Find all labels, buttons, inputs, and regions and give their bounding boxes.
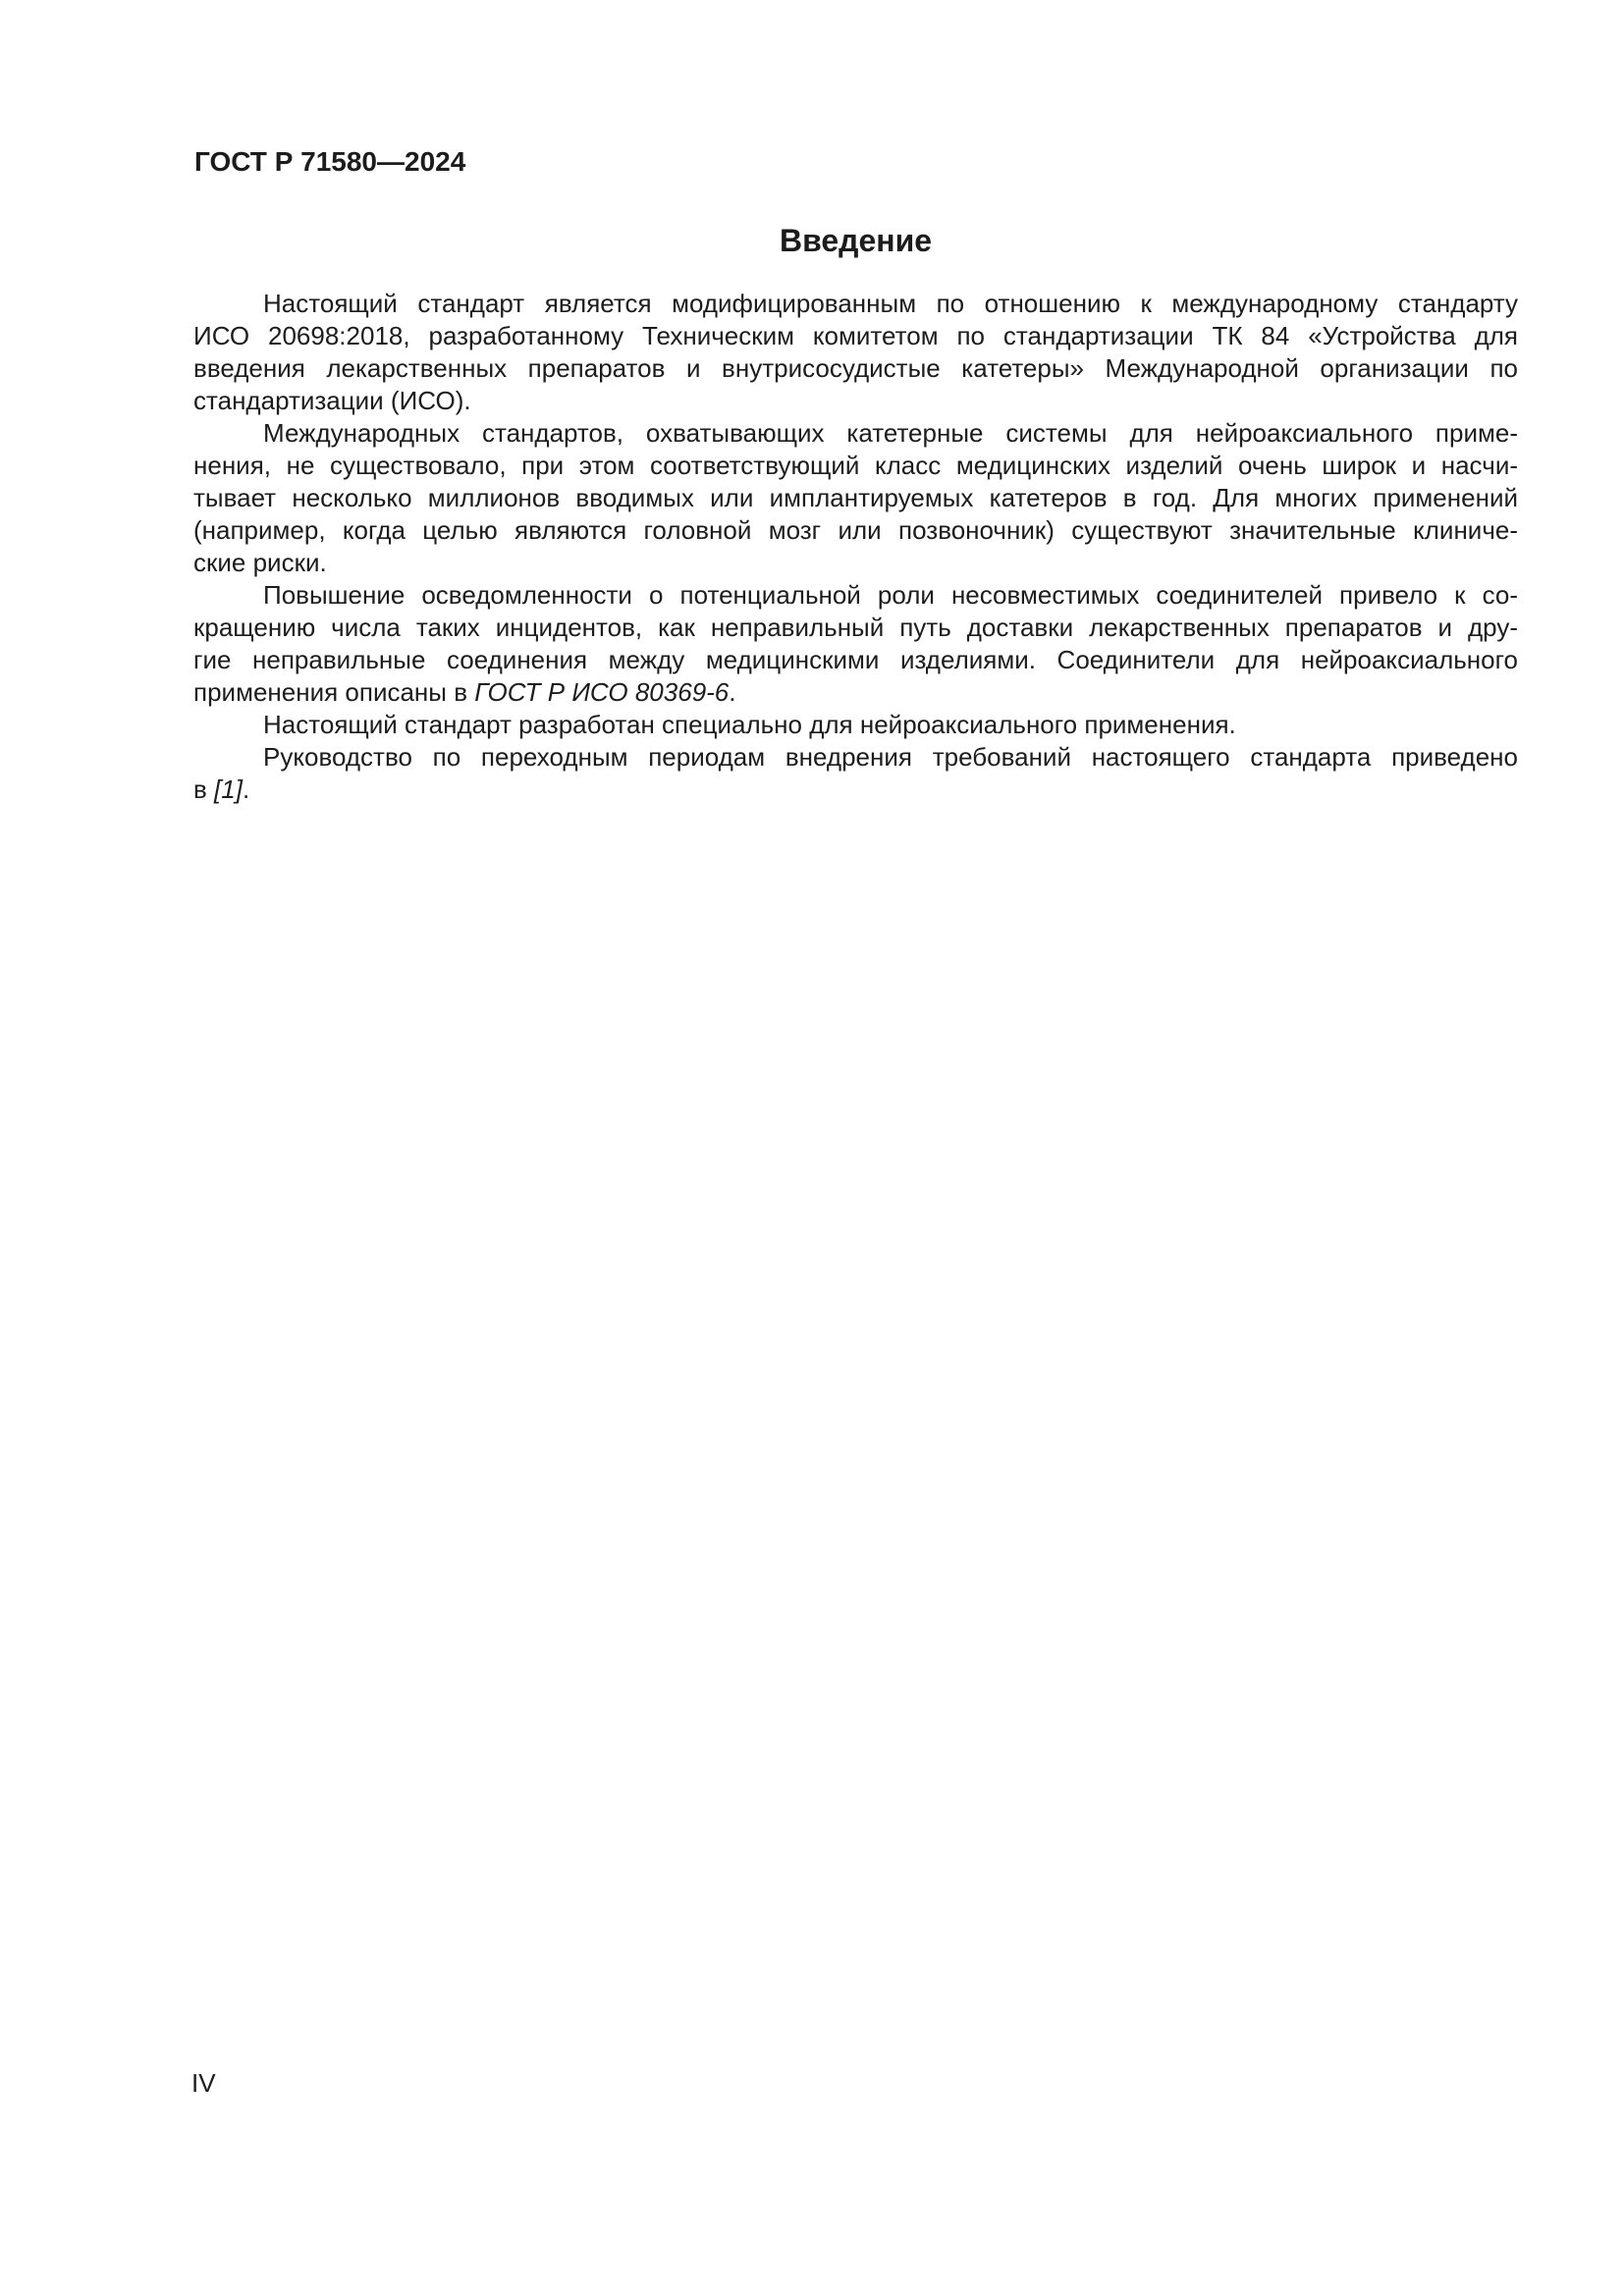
reference-text: [1]	[214, 774, 243, 804]
text-line	[193, 741, 1518, 774]
text-line	[193, 385, 1518, 417]
text-segment: ские риски.	[193, 548, 327, 577]
text-line	[193, 644, 1518, 676]
text-line	[193, 709, 1518, 741]
page-number: IV	[191, 2068, 216, 2098]
text-line	[193, 774, 1518, 806]
reference-text: ГОСТ Р ИСО 80369-6	[474, 677, 730, 707]
text-segment: применения описаны в	[193, 677, 475, 707]
text-line	[193, 450, 1518, 482]
paragraph	[193, 579, 1518, 709]
text-line	[193, 612, 1518, 644]
text-line	[193, 320, 1518, 352]
text-segment: ИСО 20698:2018, разработанному Техническим комитетом по стандартизации ТК 84 «Устройства для	[193, 321, 1518, 350]
text-line	[193, 417, 1518, 450]
text-segment: Руководство по переходным периодам внедрения требований настоящего стандарта приведено	[263, 742, 1518, 772]
text-segment: Повышение осведомленности о потенциальной роли несовместимых соединителей привело к со-	[263, 580, 1518, 610]
text-line	[193, 514, 1518, 547]
text-segment: Настоящий стандарт является модифицированным по отношению к международному стандарту	[263, 289, 1518, 318]
text-line	[193, 482, 1518, 514]
text-segment: .	[242, 774, 250, 804]
text-segment: введения лекарственных препаратов и внутрисосудистые катетеры» Международной организации по	[193, 353, 1518, 383]
text-line	[193, 676, 1518, 709]
text-segment: стандартизации (ИСО).	[193, 386, 471, 415]
text-segment: нения, не существовало, при этом соответствующий класс медицинских изделий очень широк и насчи-	[193, 451, 1518, 480]
body-text	[193, 288, 1518, 806]
text-segment: Международных стандартов, охватывающих катетерные системы для нейроаксиального приме-	[263, 418, 1518, 448]
text-line	[193, 288, 1518, 320]
paragraph	[193, 741, 1518, 806]
text-line	[193, 352, 1518, 385]
text-line	[193, 547, 1518, 579]
paragraph	[193, 288, 1518, 417]
text-segment: Настоящий стандарт разработан специально для нейроаксиального применения.	[263, 710, 1236, 739]
text-segment: в	[193, 774, 215, 804]
text-segment: (например, когда целью являются головной мозг или позвоночник) существуют значительные клиниче-	[193, 515, 1518, 545]
text-segment: .	[729, 677, 736, 707]
text-segment: тывает несколько миллионов вводимых или имплантируемых катетеров в год. Для многих применений	[193, 483, 1518, 512]
paragraph	[193, 709, 1518, 741]
section-title: Введение	[779, 223, 933, 258]
text-segment: гие неправильные соединения между медицинскими изделиями. Соединители для нейроаксиального	[193, 645, 1518, 674]
standard-number-header: ГОСТ Р 71580—2024	[194, 146, 466, 177]
paragraph	[193, 417, 1518, 579]
text-segment: кращению числа таких инцидентов, как неправильный путь доставки лекарственных препаратов и дру-	[193, 613, 1518, 642]
text-line	[193, 579, 1518, 612]
